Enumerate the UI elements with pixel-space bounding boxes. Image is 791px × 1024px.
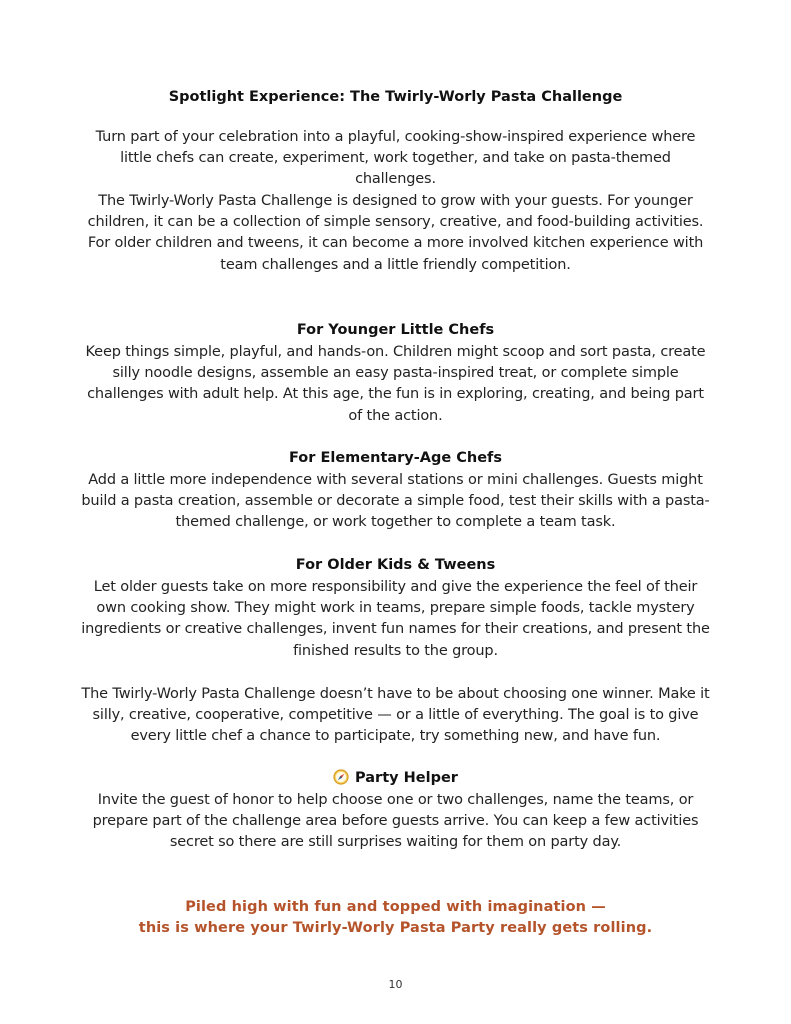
section-body-older: Let older guests take on more responsibility and give the experience the feel of their own cooking show. They might work in teams, prepare simple foods, tackle mystery ingredients or creative challenges, invent fun names for their creations, and present the finished results to the group. (81, 579, 710, 659)
party-helper-heading (80, 768, 711, 789)
party-helper-heading-text: Party Helper (355, 770, 458, 786)
page-number: 10 (388, 978, 403, 991)
winner-note-paragraph: The Twirly-Worly Pasta Challenge doesn’t have to be about choosing one winner. Make it silly, creative, cooperative, competitive — or a little of everything. The goal is to give every little chef a chance to participate, try something new, and have fun. (81, 686, 710, 745)
section-body-elementary: Add a little more independence with several stations or mini challenges. Guests might build a pasta creation, assemble or decorate a simple food, test their skills with a pasta-themed challenge, or work together to complete a team task. (81, 472, 710, 531)
intro-paragraph: Turn part of your celebration into a playful, cooking-show-inspired experience where little chefs can create, experiment, work together, and take on pasta-themed challenges. (95, 129, 696, 188)
closing-line-2: this is where your Twirly-Worly Pasta Party really gets rolling. (138, 920, 653, 936)
closing-line-1: Piled high with fun and topped with imagination — (185, 899, 606, 915)
party-helper-body: Invite the guest of honor to help choose one or two challenges, name the teams, or prepare part of the challenge area before guests arrive. You can keep a few activities secret so there are still surprises waiting for them on party day. (92, 792, 699, 851)
section-body-younger: Keep things simple, playful, and hands-on. Children might scoop and sort pasta, create silly noodle designs, assemble an easy pasta-inspired treat, or complete simple challenges with adult help. At this age, the fun is in exploring, creating, and being part of the action. (85, 344, 706, 424)
section-heading-younger: For Younger Little Chefs (296, 322, 495, 338)
section-heading-elementary: For Elementary-Age Chefs (288, 450, 502, 466)
page-title: Spotlight Experience: The Twirly-Worly Pasta Challenge (168, 89, 623, 105)
design-note-paragraph: The Twirly-Worly Pasta Challenge is designed to grow with your guests. For younger children, it can be a collection of simple sensory, creative, and food-building activities. For older children and tweens, it can become a more involved kitchen experience with team challenges and a little friendly competition. (87, 193, 704, 273)
section-heading-older: For Older Kids & Tweens (295, 557, 496, 573)
compass-icon (333, 769, 349, 785)
